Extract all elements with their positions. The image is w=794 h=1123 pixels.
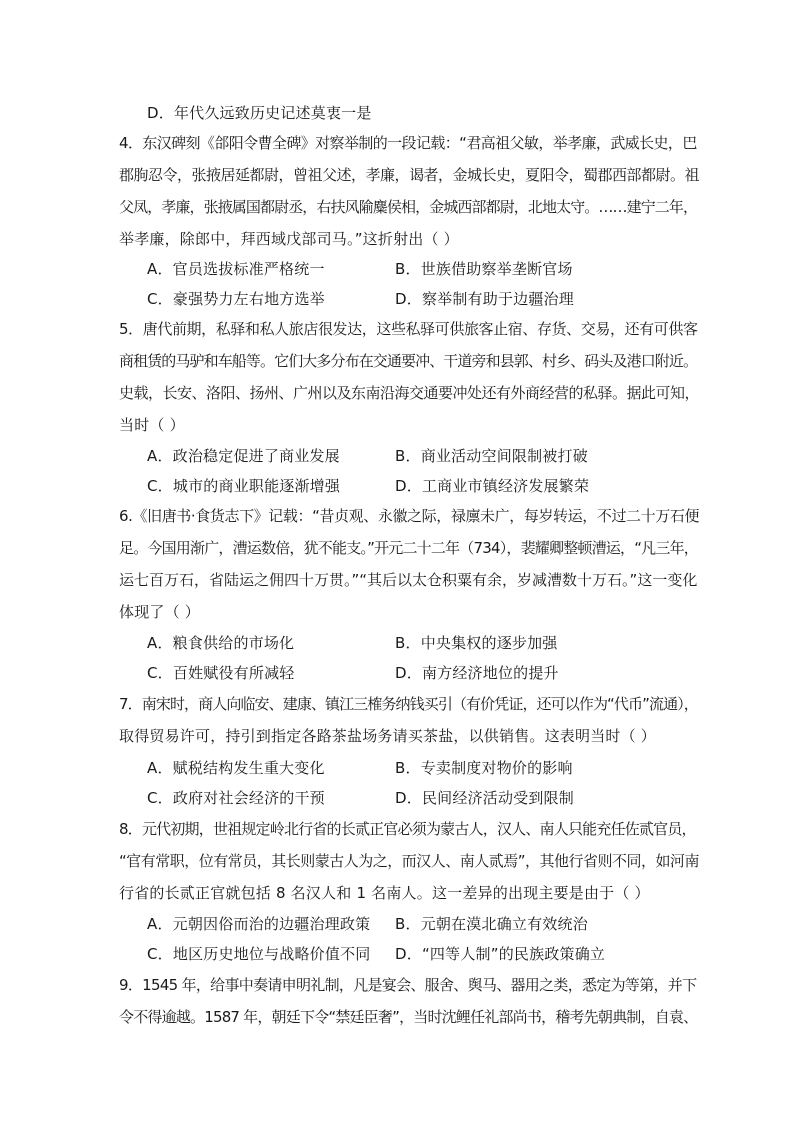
q6-stem-line-3: 运七百万石，省陆运之佣四十万贯。”“其后以太仓积粟有余，岁减漕数十万石。”这一变化 bbox=[119, 571, 698, 589]
q5-stem-line-2: 商租赁的马驴和车船等。它们大多分布在交通要冲、干道旁和县郭、村乡、码头及港口附近。 bbox=[119, 352, 698, 370]
q7-option-a: A．赋税结构发生重大变化 bbox=[147, 759, 325, 777]
q7-option-c: C．政府对社会经济的干预 bbox=[147, 789, 325, 807]
q5-stem-line-1: 5．唐代前期，私驿和私人旅店很发达，这些私驿可供旅客止宿、存货、交易，还有可供客 bbox=[119, 320, 698, 338]
q7-option-b: B．专卖制度对物价的影响 bbox=[395, 759, 573, 777]
q8-option-a: A．元朝因俗而治的边疆治理政策 bbox=[147, 915, 371, 933]
q5-stem-line-4: 当时（ ） bbox=[119, 416, 185, 434]
q7-stem-line-2: 取得贸易许可，持引到指定各路茶盐场务请买茶盐，以供销售。这表明当时（ ） bbox=[119, 727, 656, 745]
q8-stem-line-3: 行省的长贰正官就包括 8 名汉人和 1 名南人。这一差异的出现主要是由于（ ） bbox=[119, 884, 650, 902]
q7-option-d: D．民间经济活动受到限制 bbox=[395, 789, 574, 807]
q5-option-d: D．工商业市镇经济发展繁荣 bbox=[395, 477, 590, 495]
q5-option-b: B．商业活动空间限制被打破 bbox=[395, 447, 588, 465]
q4-stem-line-4: 举孝廉，除郎中，拜西域戊部司马。”这折射出（ ） bbox=[119, 230, 459, 248]
q6-option-a: A．粮食供给的市场化 bbox=[147, 634, 295, 652]
q6-option-d: D．南方经济地位的提升 bbox=[395, 664, 559, 682]
q4-option-b: B．世族借助察举垄断官场 bbox=[395, 260, 573, 278]
q6-stem-line-4: 体现了（ ） bbox=[119, 603, 200, 621]
q4-option-a: A．官员选拔标准严格统一 bbox=[147, 260, 325, 278]
q7-stem-line-1: 7．南宋时，商人向临安、建康、镇江三榷务纳钱买引（有价凭证，还可以作为“代币”流通）， bbox=[119, 695, 698, 713]
q9-stem-line-2: 令不得逾越。1587 年，朝廷下令“禁廷臣奢”，当时沈鲤任礼部尚书，稽考先朝典制，自袁、 bbox=[119, 1008, 698, 1026]
q5-option-a: A．政治稳定促进了商业发展 bbox=[147, 447, 340, 465]
q6-stem-line-2: 足。今国用渐广，漕运数倍，犹不能支。”开元二十二年（734），裴耀卿整顿漕运，“凡三年， bbox=[119, 539, 698, 557]
q8-stem-line-2: “官有常职，位有常员，其长则蒙古人为之，而汉人、南人贰焉”，其他行省则不同，如河南 bbox=[119, 852, 700, 870]
q8-stem-line-1: 8．元代初期，世祖规定岭北行省的长贰正官必须为蒙古人，汉人、南人只能充任佐贰官员， bbox=[119, 820, 696, 838]
q6-stem-line-1: 6.《旧唐书·食货志下》记载：“昔贞观、永徽之际，禄廪未广，每岁转运，不过二十万石便 bbox=[119, 507, 700, 525]
q6-option-b: B．中央集权的逐步加强 bbox=[395, 634, 558, 652]
q4-stem-line-1: 4．东汉碑刻《郃阳令曹全碑》对察举制的一段记载：“君高祖父敏，举孝廉，武威长史，巴 bbox=[119, 134, 697, 152]
q5-option-c: C．城市的商业职能逐渐增强 bbox=[147, 477, 341, 495]
q4-stem-line-2: 郡朐忍令，张掖居延都尉，曾祖父述，孝廉，谒者，金城长史，夏阳令，蜀郡西部都尉。祖 bbox=[119, 166, 700, 184]
q5-stem-line-3: 史载，长安、洛阳、扬州、广州以及东南沿海交通要冲处还有外商经营的私驿。据此可知， bbox=[119, 384, 700, 402]
q8-option-b: B．元朝在漠北确立有效统治 bbox=[395, 915, 588, 933]
q8-option-c: C．地区历史地位与战略价值不同 bbox=[147, 945, 371, 963]
q3-option-d: D．年代久远致历史记述莫衷一是 bbox=[147, 104, 372, 122]
q4-option-c: C．豪强势力左右地方选举 bbox=[147, 290, 325, 308]
q6-option-c: C．百姓赋役有所减轻 bbox=[147, 664, 295, 682]
q8-option-d: D．“四等人制”的民族政策确立 bbox=[395, 945, 606, 963]
q9-stem-line-1: 9．1545 年，给事中奏请申明礼制，凡是宴会、服舍、舆马、器用之类，悉定为等第，并下 bbox=[119, 976, 697, 994]
q4-stem-line-3: 父凤，孝廉，张掖属国都尉丞，右扶风隃麋侯相，金城西部都尉，北地太守。……建宁二年， bbox=[119, 198, 698, 216]
q4-option-d: D．察举制有助于边疆治理 bbox=[395, 290, 574, 308]
